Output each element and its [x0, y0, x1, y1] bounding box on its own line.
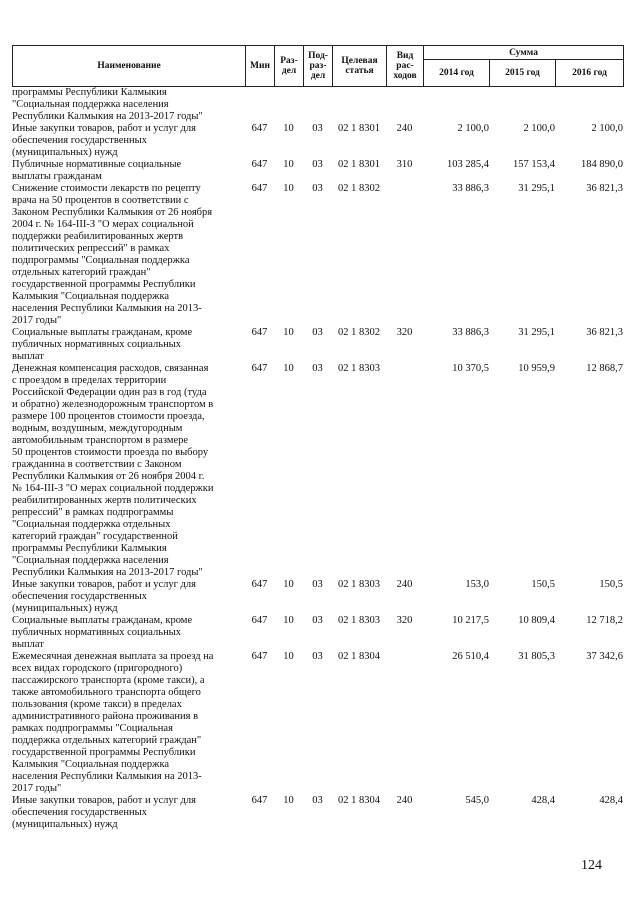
row-vid: 240	[396, 795, 413, 806]
row-name: Иные закупки товаров, работ и услуг для обеспечения государственных (муниципальных) нужд	[12, 795, 196, 830]
row-statya: 02 1 8304	[338, 651, 380, 662]
row-min: 647	[251, 159, 268, 170]
row-podrazdel: 03	[312, 795, 323, 806]
table-row	[12, 795, 623, 831]
row-sum-2014: 545,0	[465, 795, 489, 806]
row-vid	[386, 183, 423, 327]
row-sum-2015	[489, 87, 555, 123]
row-sum-2014: 33 886,3	[452, 183, 489, 194]
table-header	[12, 45, 624, 87]
row-podrazdel	[303, 87, 332, 123]
table-row	[12, 327, 623, 363]
header-podrazdel: Под- раз- дел	[304, 46, 333, 87]
row-name: Ежемесячная денежная выплата за проезд на всех видах городского (пригородного) пассажирского транспорта (кроме такси), а также автомобильного транспорта общего пользования (кроме такси) в пределах административного района проживания в рамках подпрограммы "Социальная поддержка отдельных категорий граждан" государственной программы Республики Калмыкия "Социальная поддержка населения Республики Калмыкия на 2013- 2017 годы"	[12, 651, 214, 794]
row-podrazdel: 03	[312, 327, 323, 338]
row-statya: 02 1 8301	[338, 159, 380, 170]
header-2016: 2016 год	[556, 60, 624, 87]
row-min: 647	[251, 795, 268, 806]
header-2015: 2015 год	[490, 60, 556, 87]
row-razdel: 10	[283, 579, 294, 590]
row-name: программы Республики Калмыкия "Социальная поддержка населения Республики Калмыкия на 2013-2017 годы"	[12, 87, 203, 122]
row-sum-2016	[555, 87, 623, 123]
row-sum-2016: 37 342,6	[586, 651, 623, 662]
row-podrazdel: 03	[312, 651, 323, 662]
row-sum-2014: 10 370,5	[452, 363, 489, 374]
row-statya	[332, 87, 386, 123]
row-vid: 320	[396, 615, 413, 626]
row-statya: 02 1 8301	[338, 123, 380, 134]
row-min	[245, 87, 274, 123]
row-statya: 02 1 8302	[338, 327, 380, 338]
row-sum-2015: 31 805,3	[518, 651, 555, 662]
row-sum-2016: 36 821,3	[586, 183, 623, 194]
header-min: Мин	[246, 46, 275, 87]
row-vid	[386, 363, 423, 579]
row-sum-2014: 33 886,3	[452, 327, 489, 338]
row-sum-2014: 153,0	[465, 579, 489, 590]
row-name: Иные закупки товаров, работ и услуг для обеспечения государственных (муниципальных) нужд	[12, 579, 196, 614]
table-row	[12, 615, 623, 651]
row-min: 647	[251, 123, 268, 134]
row-sum-2014: 2 100,0	[457, 123, 489, 134]
table-row	[12, 363, 623, 579]
row-razdel: 10	[283, 615, 294, 626]
row-vid: 320	[396, 327, 413, 338]
table-row	[12, 159, 623, 183]
row-razdel: 10	[283, 795, 294, 806]
page-number: 124	[581, 858, 602, 873]
header-vid: Вид рас- ходов	[387, 46, 424, 87]
budget-table	[12, 87, 623, 831]
row-sum-2014: 103 285,4	[447, 159, 489, 170]
table-row	[12, 87, 623, 123]
row-podrazdel: 03	[312, 159, 323, 170]
header-name: Наименование	[13, 46, 246, 87]
row-min: 647	[251, 327, 268, 338]
row-sum-2016: 12 868,7	[586, 363, 623, 374]
row-sum-2015: 157 153,4	[513, 159, 555, 170]
row-podrazdel: 03	[312, 615, 323, 626]
row-sum-2016: 184 890,0	[581, 159, 623, 170]
header-statya: Целевая статья	[333, 46, 387, 87]
row-vid: 240	[396, 579, 413, 590]
row-vid: 240	[396, 123, 413, 134]
row-sum-2014: 26 510,4	[452, 651, 489, 662]
table-row	[12, 183, 623, 327]
row-sum-2014: 10 217,5	[452, 615, 489, 626]
row-razdel: 10	[283, 363, 294, 374]
row-razdel	[274, 87, 303, 123]
row-razdel: 10	[283, 159, 294, 170]
row-vid	[386, 651, 423, 795]
row-name: Социальные выплаты гражданам, кроме публичных нормативных социальных выплат	[12, 615, 193, 650]
row-statya: 02 1 8303	[338, 615, 380, 626]
row-vid: 310	[396, 159, 413, 170]
row-sum-2016: 2 100,0	[591, 123, 623, 134]
header-2014: 2014 год	[424, 60, 490, 87]
row-razdel: 10	[283, 123, 294, 134]
row-statya: 02 1 8303	[338, 363, 380, 374]
row-min: 647	[251, 363, 268, 374]
row-sum-2015: 10 809,4	[518, 615, 555, 626]
table-row	[12, 123, 623, 159]
row-sum-2015: 428,4	[531, 795, 555, 806]
row-sum-2016: 150,5	[599, 579, 623, 590]
row-min: 647	[251, 651, 268, 662]
row-min: 647	[251, 183, 268, 194]
row-sum-2015: 31 295,1	[518, 327, 555, 338]
row-podrazdel: 03	[312, 183, 323, 194]
row-name: Публичные нормативные социальные выплаты гражданам	[12, 159, 182, 182]
row-statya: 02 1 8303	[338, 579, 380, 590]
table-row	[12, 579, 623, 615]
row-sum-2015: 10 959,9	[518, 363, 555, 374]
row-name: Денежная компенсация расходов, связанная с проездом в пределах территории Российской Федерации один раз в год (туда и обратно) железнодорожным транспортом в размере 100 процентов стоимости проезда, водным, воздушным, междугородным автомобильным транспортом в размере 50 процентов стоимости проезда по выбору гражданина в соответствии с Законом Республики Калмыкия от 26 ноября 2004 г. № 164-III-З "О мерах социальной поддержки реабилитированных жертв политических репрессий" в рамках подпрограммы "Социальная поддержка отдельных категорий граждан" государственной программы Республики Калмыкия "Социальная поддержка населения Республики Калмыкия на 2013-2017 годы"	[12, 363, 214, 578]
row-sum-2015: 150,5	[531, 579, 555, 590]
row-razdel: 10	[283, 183, 294, 194]
row-name: Иные закупки товаров, работ и услуг для обеспечения государственных (муниципальных) нужд	[12, 123, 196, 158]
header-summa: Сумма	[424, 46, 624, 60]
row-sum-2015: 2 100,0	[523, 123, 555, 134]
row-statya: 02 1 8302	[338, 183, 380, 194]
row-razdel: 10	[283, 651, 294, 662]
row-vid	[386, 87, 423, 123]
row-name: Социальные выплаты гражданам, кроме публичных нормативных социальных выплат	[12, 327, 193, 362]
row-min: 647	[251, 579, 268, 590]
row-sum-2015: 31 295,1	[518, 183, 555, 194]
row-min: 647	[251, 615, 268, 626]
row-podrazdel: 03	[312, 363, 323, 374]
table-row	[12, 651, 623, 795]
row-name: Снижение стоимости лекарств по рецепту врача на 50 процентов в соответствии с Законом Республики Калмыкия от 26 ноября 2004 г. № 164-III-З "О мерах социальной поддержки реабилитированных жертв политических репрессий" в рамках подпрограммы "Социальная поддержка отдельных категорий граждан" государственной программы Республики Калмыкия "Социальная поддержка населения Республики Калмыкия на 2013- 2017 годы"	[12, 183, 213, 326]
row-sum-2016: 36 821,3	[586, 327, 623, 338]
row-razdel: 10	[283, 327, 294, 338]
header-razdel: Раз- дел	[275, 46, 304, 87]
row-sum-2016: 12 718,2	[586, 615, 623, 626]
row-statya: 02 1 8304	[338, 795, 380, 806]
row-podrazdel: 03	[312, 123, 323, 134]
row-sum-2014	[423, 87, 489, 123]
row-podrazdel: 03	[312, 579, 323, 590]
row-sum-2016: 428,4	[599, 795, 623, 806]
